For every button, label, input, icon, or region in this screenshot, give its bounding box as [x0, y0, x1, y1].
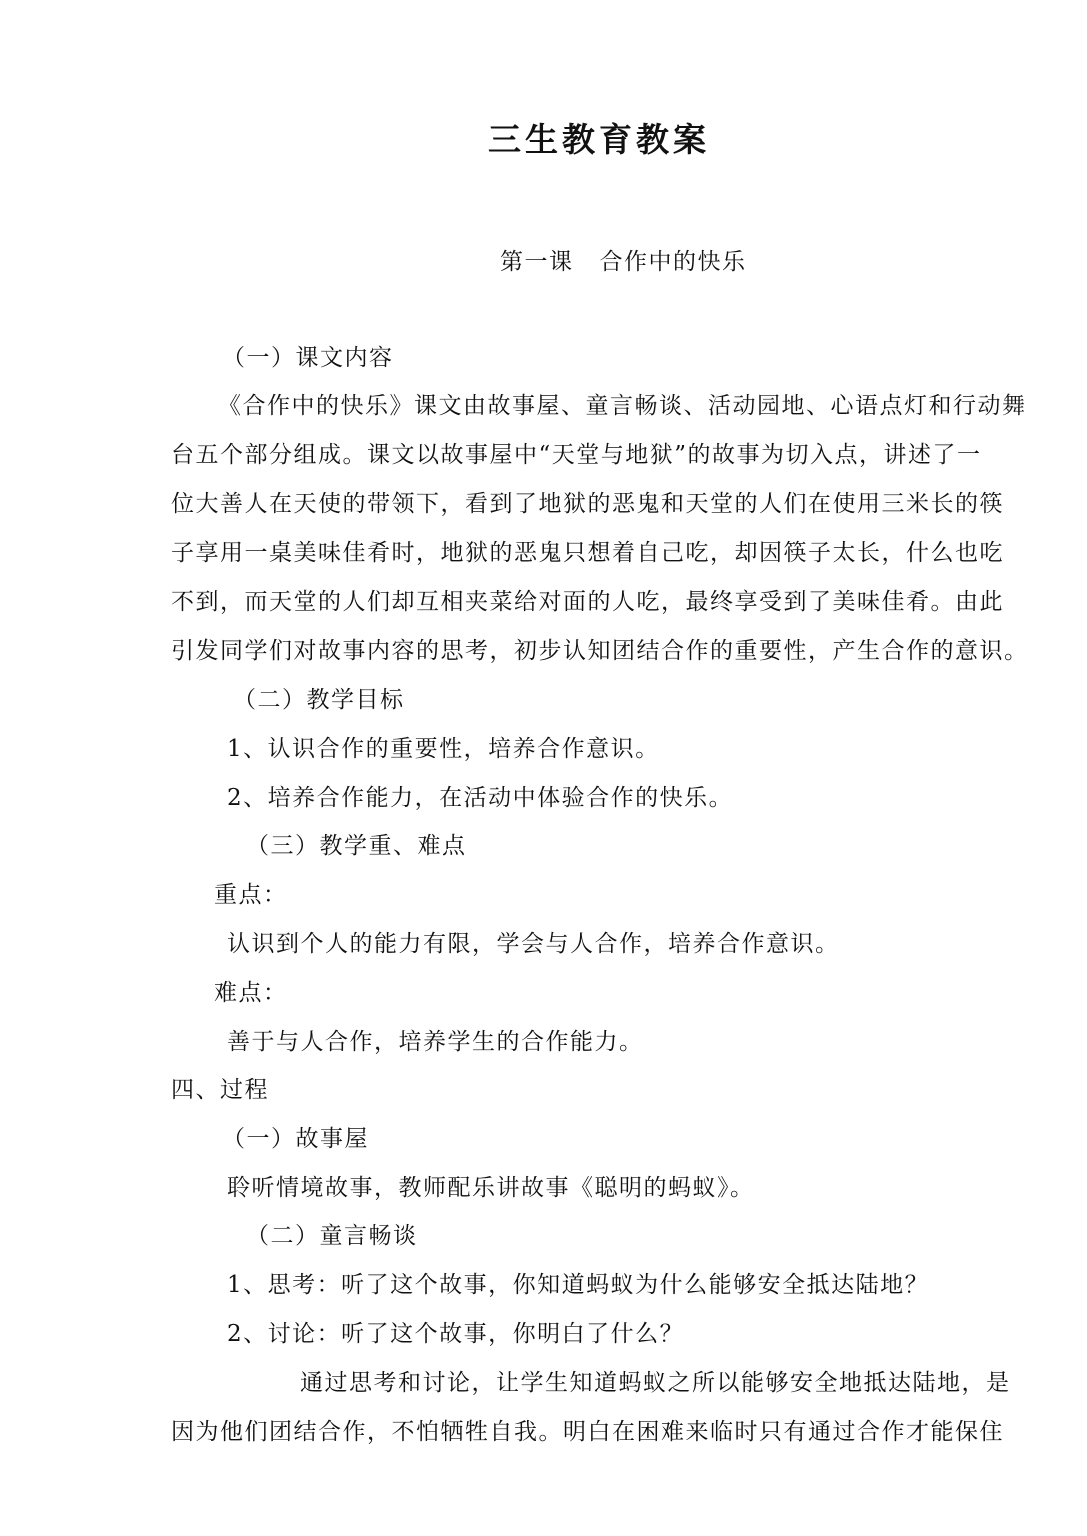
content-paragraph-line-5: 不到，而天堂的人们却互相夹菜给对面的人吃，最终享受到了美味佳肴。由此 [171, 589, 1004, 615]
summary-paragraph-line-2: 因为他们团结合作，不怕牺牲自我。明白在困难来临时只有通过合作才能保住 [171, 1419, 1004, 1445]
talk-item-1: 1、思考：听了这个故事，你知道蚂蚁为什么能够安全抵达陆地？ [227, 1272, 930, 1298]
goal-item-1: 1、认识合作的重要性，培养合作意识。 [227, 736, 660, 762]
story-text: 聆听情境故事，教师配乐讲故事《聪明的蚂蚁》。 [227, 1175, 755, 1201]
lesson-name: 合作中的快乐 [599, 249, 747, 275]
content-paragraph-line-1: 《合作中的快乐》课文由故事屋、童言畅谈、活动园地、心语点灯和行动舞 [218, 393, 1027, 419]
process-heading: 四、过程 [171, 1077, 269, 1103]
difficult-label: 难点： [214, 980, 288, 1006]
lesson-label: 第一课 [500, 249, 574, 275]
key-text: 认识到个人的能力有限，学会与人合作，培养合作意识。 [227, 931, 840, 957]
talk-heading: （二）童言畅谈 [246, 1223, 418, 1249]
key-label: 重点： [214, 882, 288, 908]
story-heading: （一）故事屋 [222, 1126, 369, 1152]
page-title: 三生教育教案 [488, 120, 710, 159]
difficult-text: 善于与人合作，培养学生的合作能力。 [227, 1029, 644, 1055]
lesson-subtitle [500, 246, 747, 278]
goal-item-2: 2、培养合作能力，在活动中体验合作的快乐。 [227, 785, 734, 811]
keypoints-heading: （三）教学重、难点 [246, 833, 467, 859]
content-paragraph-line-6: 引发同学们对故事内容的思考，初步认知团结合作的重要性，产生合作的意识。 [171, 638, 1029, 664]
content-paragraph-line-4: 子享用一桌美味佳肴时，地狱的恶鬼只想着自己吃，却因筷子太长，什么也吃 [171, 540, 1004, 566]
content-paragraph-line-3: 位大善人在天使的带领下，看到了地狱的恶鬼和天堂的人们在使用三米长的筷 [171, 491, 1004, 517]
goals-heading: （二）教学目标 [233, 687, 405, 713]
talk-item-2: 2、讨论：听了这个故事，你明白了什么？ [227, 1321, 685, 1347]
summary-paragraph-line-1: 通过思考和讨论，让学生知道蚂蚁之所以能够安全地抵达陆地，是 [300, 1370, 1011, 1396]
content-heading: （一）课文内容 [222, 345, 394, 371]
content-paragraph-line-2: 台五个部分组成。课文以故事屋中“天堂与地狱”的故事为切入点，讲述了一 [171, 442, 982, 468]
